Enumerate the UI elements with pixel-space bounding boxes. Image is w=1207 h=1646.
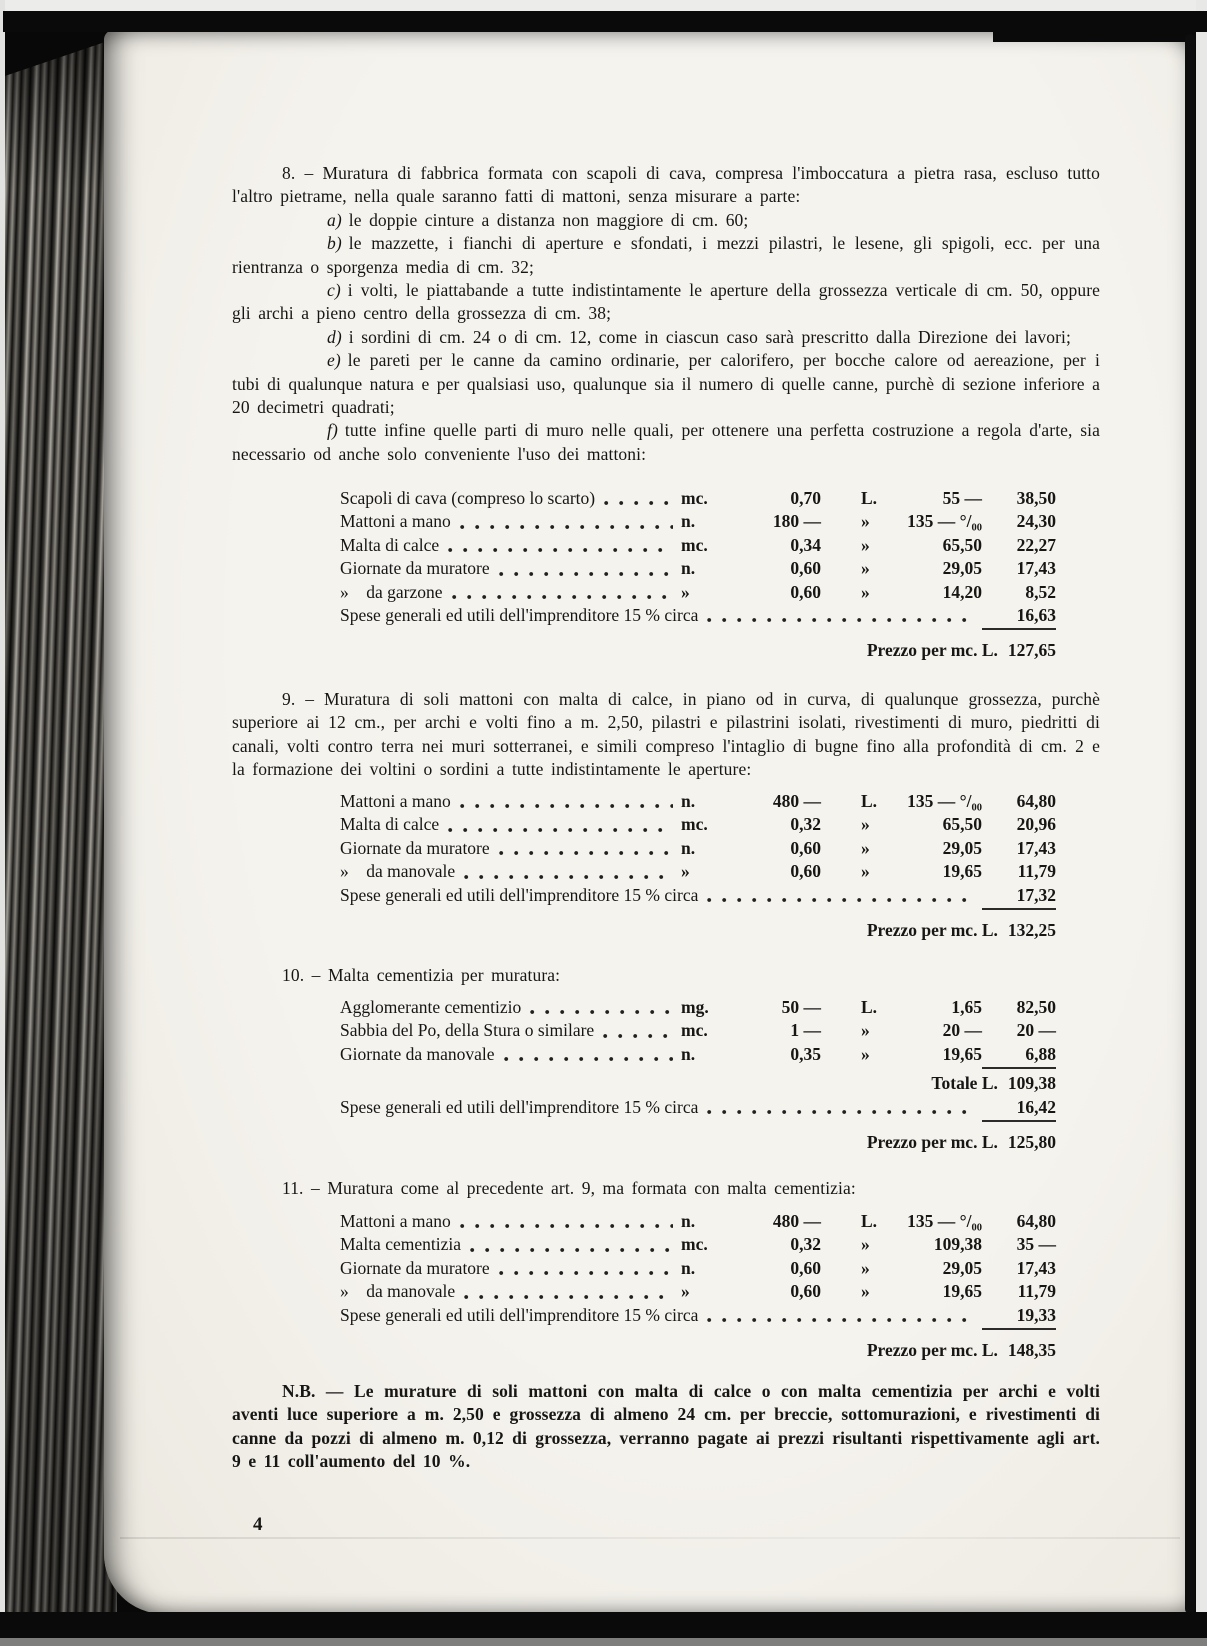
cost-row [232, 487, 1056, 510]
cost-row [232, 813, 1056, 836]
unit-price-cell: 20 — [942, 1020, 982, 1041]
cost-table-article-8 [232, 487, 1100, 663]
item-text: i volti, le piattabande a tutte indistintamente le aperture della grossezza verticale di cm. 50, oppure gli archi a pieno centro della grossezza di cm. 38; [232, 280, 1100, 324]
item-text: le pareti per le canne da camino ordinarie, per calorifero, per bocche calore od aereazione, per i tubi di qualunque natura e per qualsiasi uso, qualunque sia il numero di quelle canne, purchè di sezione inferiore a 20 decimetri quadrati; [232, 350, 1100, 418]
cost-row [232, 557, 1056, 580]
currency-cell: L. [861, 997, 878, 1017]
amount-cell: 64,80 [1016, 1211, 1056, 1231]
item-desc: Giornate da muratore [340, 558, 490, 579]
item-desc: Spese generali ed utili dell'imprenditore 15 % circa [340, 604, 699, 625]
article-10 [232, 964, 1100, 987]
cost-row [232, 860, 1056, 883]
unit-price-cell: 1,65 [951, 997, 982, 1017]
currency-cell: L. [861, 791, 878, 811]
dot-leader [604, 500, 673, 506]
unit-price-cell: 29,05 [942, 558, 982, 579]
article-11-heading: 11. – Muratura come al precedente art. 9, ma formata con malta cementizia: [282, 1178, 856, 1198]
currency-cell: » [861, 1043, 870, 1064]
unit-cell: n. [681, 791, 696, 811]
amount-cell: 19,33 [982, 1304, 1056, 1330]
footnote-text: N.B. — Le murature di soli mattoni con malta di calce o con malta cementizia per archi e volti aventi luce superiore a m. 2,50 e grossezza di almeno 24 cm. per breccie, sottomurazioni, e rivestimenti di canne da pozzi di almeno m. 0,12 di grossezza, verranno pagate ai prezzi risultanti rispettivamente agli art. 9 e 11 coll'aumento del 10 %. [232, 1381, 1100, 1472]
quantity-cell: 0,70 [790, 488, 821, 508]
currency-cell: » [861, 581, 870, 602]
page-number: 4 [253, 1514, 263, 1535]
unit-price-cell: 135 — °/₀₀ [907, 511, 982, 532]
unit-cell: mc. [681, 1020, 708, 1041]
unit-cell: » [681, 1281, 690, 1302]
article-11 [232, 1177, 1100, 1200]
unit-price-cell: 19,65 [942, 1043, 982, 1064]
quantity-cell: 0,32 [790, 1234, 821, 1255]
currency-cell: » [861, 1020, 870, 1041]
article-8-item-a [232, 209, 1100, 232]
book-page-edges [5, 30, 117, 1628]
item-label: b) [327, 233, 342, 254]
article-8-item-b [232, 232, 1100, 279]
cost-row [232, 1210, 1056, 1233]
cost-row [232, 581, 1056, 604]
price-per-mc-line [232, 1339, 1056, 1362]
overhead-row [232, 1304, 1056, 1327]
item-desc: » da garzone [340, 581, 443, 602]
currency-cell: » [861, 1281, 870, 1302]
price-value: 125,80 [1007, 1131, 1056, 1152]
item-desc: Mattoni a mano [340, 1211, 451, 1231]
cost-row [232, 996, 1056, 1019]
quantity-cell: 1 — [790, 1020, 821, 1041]
unit-cell: mc. [681, 488, 708, 508]
currency-cell: » [861, 861, 870, 882]
quantity-cell: 0,60 [790, 837, 821, 858]
item-desc: Scapoli di cava (compreso lo scarto) [340, 488, 596, 508]
item-text: i sordini di cm. 24 o di cm. 12, come in ciascun caso sarà prescritto dalla Direzione dei lavori; [348, 326, 1071, 347]
page-right-edge-line [1185, 34, 1195, 1614]
dot-leader [707, 1109, 974, 1115]
dot-leader [464, 874, 673, 880]
unit-price-cell: 109,38 [933, 1234, 982, 1255]
amount-cell: 22,27 [1016, 534, 1056, 555]
quantity-cell: 480 — [772, 791, 821, 811]
unit-cell: mg. [681, 997, 709, 1017]
amount-cell: 16,63 [982, 604, 1056, 630]
amount-cell: 38,50 [1016, 488, 1056, 508]
dot-leader [460, 524, 673, 530]
dot-leader [707, 897, 974, 903]
price-value: 132,25 [1007, 919, 1056, 940]
item-desc: Giornate da manovale [340, 1043, 495, 1064]
currency-cell: » [861, 837, 870, 858]
article-8-item-d [232, 326, 1100, 349]
price-per-mc-line [232, 639, 1056, 662]
unit-cell: n. [681, 837, 696, 858]
unit-cell: mc. [681, 814, 708, 835]
amount-cell: 17,32 [982, 884, 1056, 910]
cost-row [232, 510, 1056, 533]
dot-leader [470, 1247, 673, 1253]
subtotal-value: 109,38 [1007, 1073, 1056, 1094]
unit-cell: mc. [681, 534, 708, 555]
item-label: e) [327, 350, 341, 371]
item-desc: Spese generali ed utili dell'imprenditore 15 % circa [340, 1096, 699, 1117]
currency-cell: » [861, 1234, 870, 1255]
item-desc: Giornate da muratore [340, 1257, 490, 1278]
overhead-row [232, 604, 1056, 627]
article-8 [232, 162, 1100, 466]
cost-row [232, 790, 1056, 813]
quantity-cell: 0,35 [790, 1043, 821, 1064]
amount-cell: 17,43 [1016, 1257, 1056, 1278]
quantity-cell: 0,60 [790, 1281, 821, 1302]
subtotal-line [232, 1072, 1056, 1095]
amount-cell: 64,80 [1016, 791, 1056, 811]
item-label: d) [327, 326, 342, 347]
currency-cell: » [861, 1257, 870, 1278]
amount-cell: 17,43 [1016, 837, 1056, 858]
price-label: Prezzo per mc. L. [866, 1339, 998, 1360]
article-9 [232, 688, 1100, 782]
quantity-cell: 50 — [781, 997, 821, 1017]
item-label: f) [327, 420, 338, 441]
currency-cell: » [861, 511, 870, 532]
page-content [232, 0, 1100, 1646]
item-desc: » da manovale [340, 1281, 456, 1302]
amount-cell: 24,30 [1016, 511, 1056, 532]
item-desc: Giornate da muratore [340, 837, 490, 858]
cost-table-article-11 [232, 1210, 1100, 1362]
dot-leader [707, 1317, 974, 1323]
price-value: 127,65 [1007, 640, 1056, 661]
unit-cell: n. [681, 1257, 696, 1278]
item-desc: Spese generali ed utili dell'imprenditore 15 % circa [340, 884, 699, 905]
dot-leader [460, 1223, 673, 1229]
article-8-item-c [232, 279, 1100, 326]
price-value: 148,35 [1007, 1339, 1056, 1360]
amount-cell: 17,43 [1016, 558, 1056, 579]
item-desc: » da manovale [340, 861, 456, 882]
currency-cell: L. [861, 1211, 878, 1231]
quantity-cell: 0,60 [790, 558, 821, 579]
article-8-item-e [232, 349, 1100, 419]
amount-cell: 16,42 [982, 1096, 1056, 1122]
unit-price-cell: 65,50 [942, 534, 982, 555]
dot-leader [530, 1009, 673, 1015]
unit-cell: n. [681, 511, 696, 532]
item-desc: Sabbia del Po, della Stura o similare [340, 1020, 595, 1041]
unit-cell: » [681, 581, 690, 602]
currency-cell: » [861, 534, 870, 555]
amount-cell: 82,50 [1016, 997, 1056, 1017]
amount-cell: 20 — [1016, 1020, 1056, 1041]
amount-cell: 11,79 [1017, 861, 1056, 882]
amount-cell: 11,79 [1017, 1281, 1056, 1302]
cost-row [232, 1257, 1056, 1280]
unit-price-cell: 14,20 [942, 581, 982, 602]
article-9-intro: 9. – Muratura di soli mattoni con malta di calce, in piano od in curva, di qualunque grossezza, purchè superiore ai 12 cm., per archi e volti fino a m. 2,50, pilastri e pilastrini isolati, rivestimenti di muro, piedritti di canali, volti contro terra nei muri sotterranei, e simili compreso l'intaglio di bugne fino alla profondità di cm. 2 e la formazione dei voltini o sordini a tutte indistintamente le aperture: [232, 689, 1100, 780]
unit-price-cell: 29,05 [942, 837, 982, 858]
dot-leader [499, 571, 673, 577]
unit-price-cell: 29,05 [942, 1257, 982, 1278]
unit-price-cell: 135 — °/₀₀ [907, 791, 982, 811]
unit-price-cell: 135 — °/₀₀ [907, 1211, 982, 1231]
dot-leader [448, 827, 673, 833]
dot-leader [499, 1270, 673, 1276]
quantity-cell: 0,60 [790, 1257, 821, 1278]
dot-leader [499, 850, 673, 856]
subtotal-label: Totale L. [931, 1073, 998, 1094]
amount-cell: 20,96 [1016, 814, 1056, 835]
item-text: le mazzette, i fianchi di aperture e sfondati, i mezzi pilastri, le lesene, gli spigoli, ecc. per una rientranza o sporgenza media di cm. 32; [232, 233, 1100, 277]
price-label: Prezzo per mc. L. [866, 640, 998, 661]
scan-edge-left [0, 0, 5, 1646]
cost-row [232, 837, 1056, 860]
amount-cell: 6,88 [982, 1043, 1056, 1069]
dot-leader [464, 1294, 673, 1300]
cost-row [232, 534, 1056, 557]
price-per-mc-line [232, 1131, 1056, 1154]
quantity-cell: 0,32 [790, 814, 821, 835]
price-per-mc-line [232, 919, 1056, 942]
item-desc: Mattoni a mano [340, 791, 451, 811]
dot-leader [504, 1056, 673, 1062]
unit-price-cell: 55 — [942, 488, 982, 508]
item-label: c) [327, 280, 341, 301]
currency-cell: L. [861, 488, 878, 508]
dot-leader [452, 594, 673, 600]
overhead-row [232, 1096, 1056, 1119]
amount-cell: 8,52 [1025, 581, 1056, 602]
cost-row [232, 1043, 1056, 1066]
currency-cell: » [861, 814, 870, 835]
item-desc: Malta di calce [340, 534, 440, 555]
overhead-row [232, 884, 1056, 907]
unit-cell: n. [681, 1211, 696, 1231]
unit-cell: mc. [681, 1234, 708, 1255]
unit-cell: n. [681, 558, 696, 579]
price-label: Prezzo per mc. L. [866, 919, 998, 940]
item-desc: Agglomerante cementizio [340, 997, 522, 1017]
dot-leader [448, 547, 673, 553]
quantity-cell: 480 — [772, 1211, 821, 1231]
item-label: a) [327, 209, 342, 230]
quantity-cell: 0,34 [790, 534, 821, 555]
item-desc: Mattoni a mano [340, 511, 451, 532]
unit-cell: n. [681, 1043, 696, 1064]
item-desc: Malta di calce [340, 814, 440, 835]
scan-edge-right [1196, 0, 1207, 1646]
cost-row [232, 1280, 1056, 1303]
article-8-intro: 8. – Muratura di fabbrica formata con scapoli di cava, compresa l'imboccatura a pietra rasa, escluso tutto l'altro pietrame, nella quale saranno fatti di mattoni, senza misurare a parte: [232, 163, 1100, 207]
cost-table-article-10 [232, 996, 1100, 1154]
amount-cell: 35 — [1016, 1234, 1056, 1255]
dot-leader [460, 803, 673, 809]
currency-cell: » [861, 558, 870, 579]
item-text: le doppie cinture a distanza non maggiore di cm. 60; [348, 209, 749, 230]
quantity-cell: 180 — [772, 511, 821, 532]
unit-price-cell: 19,65 [942, 1281, 982, 1302]
item-desc: Spese generali ed utili dell'imprenditore 15 % circa [340, 1304, 699, 1325]
cost-row [232, 1019, 1056, 1042]
article-10-heading: 10. – Malta cementizia per muratura: [282, 965, 561, 985]
quantity-cell: 0,60 [790, 581, 821, 602]
cost-row [232, 1233, 1056, 1256]
price-label: Prezzo per mc. L. [866, 1131, 998, 1152]
unit-cell: » [681, 861, 690, 882]
dot-leader [603, 1033, 673, 1039]
unit-price-cell: 65,50 [942, 814, 982, 835]
article-8-item-f [232, 419, 1100, 466]
cost-table-article-9 [232, 790, 1100, 942]
unit-price-cell: 19,65 [942, 861, 982, 882]
footnote [232, 1380, 1100, 1474]
item-text: tutte infine quelle parti di muro nelle quali, per ottenere una perfetta costruzione a regola d'arte, sia necessario od anche solo conveniente l'uso dei mattoni: [232, 420, 1100, 464]
dot-leader [707, 617, 974, 623]
item-desc: Malta cementizia [340, 1234, 461, 1255]
quantity-cell: 0,60 [790, 861, 821, 882]
